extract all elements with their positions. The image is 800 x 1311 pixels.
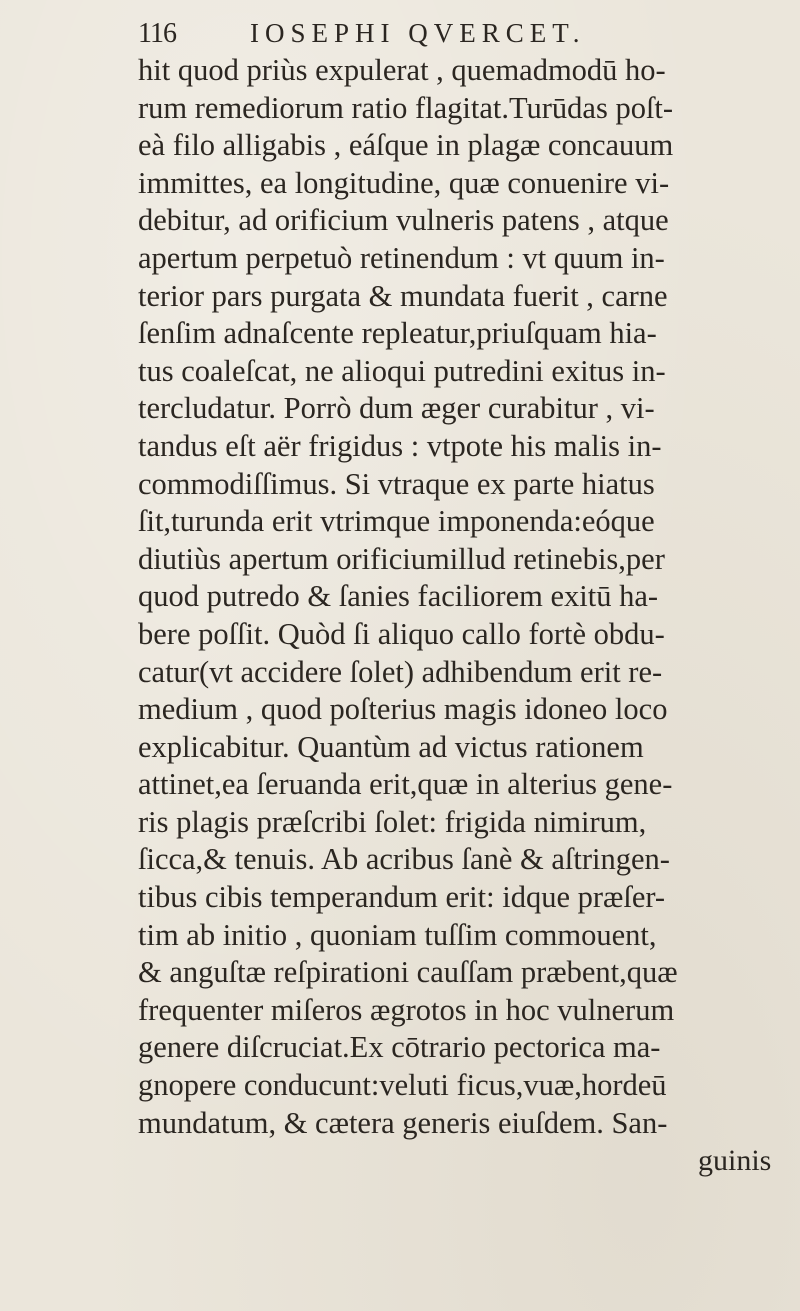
text-line: gnopere conducunt:veluti ficus,vuæ,hordeū: [138, 1068, 667, 1103]
text-line: mundatum, & cætera generis eiuſdem. San-: [138, 1105, 668, 1140]
text-line: frequenter miſeros ægrotos in hoc vulnerum: [138, 992, 675, 1027]
text-line: genere diſcruciat.Ex cōtrario pectorica ma-: [138, 1030, 661, 1065]
text-line: ris plagis præſcribi ſolet: frigida nimirum,: [138, 804, 647, 839]
text-line: tus coaleſcat, ne alioqui putredini exitus in-: [138, 353, 666, 388]
text-line: tercludatur. Porrò dum æger curabitur , vi-: [138, 391, 655, 426]
text-line: debitur, ad orificium vulneris patens , atque: [138, 203, 669, 238]
body-text: [138, 52, 798, 1142]
text-line: ſicca,& tenuis. Ab acribus ſanè & aſtringen-: [138, 842, 670, 877]
running-head: [138, 12, 798, 48]
catchword: guinis: [698, 1144, 772, 1178]
text-line: attinet,ea ſeruanda erit,quæ in alterius gene-: [138, 767, 673, 802]
text-line: & anguſtæ reſpirationi cauſſam præbent,quæ: [138, 955, 678, 990]
text-line: bere poſſit. Quòd ſi aliquo callo fortè obdu-: [138, 616, 665, 651]
text-line: diutiùs apertum orificiumillud retinebis,per: [138, 541, 665, 576]
text-line: immittes, ea longitudine, quæ conuenire vi-: [138, 165, 670, 200]
text-line: ſit,turunda erit vtrimque imponenda:eóque: [138, 504, 655, 539]
text-line: tibus cibis temperandum erit: idque præſer-: [138, 880, 666, 915]
page-number: 116: [138, 18, 176, 49]
text-line: apertum perpetuò retinendum : vt quum in-: [138, 240, 665, 275]
text-line: tandus eſt aër frigidus : vtpote his malis in-: [138, 428, 662, 463]
text-line: ſenſim adnaſcente repleatur,priuſquam hia-: [138, 316, 657, 351]
text-line: medium , quod poſterius magis idoneo loco: [138, 692, 668, 727]
text-line: tim ab initio , quoniam tuſſim commouent,: [138, 917, 657, 952]
text-line: hit quod priùs expulerat , quemadmodū ho-: [138, 53, 666, 87]
text-line: catur(vt accidere ſolet) adhibendum erit re-: [138, 654, 663, 689]
text-line: rum remediorum ratio flagitat.Turūdas poſt-: [138, 90, 674, 125]
text-line: eà filo alligabis , eáſque in plagæ concauum: [138, 128, 674, 163]
text-line: commodiſſimus. Si vtraque ex parte hiatus: [138, 466, 655, 501]
running-title: IOSEPHI QVERCET.: [250, 18, 586, 48]
text-line: quod putredo & ſanies faciliorem exitū ha-: [138, 579, 659, 614]
text-line: terior pars purgata & mundata fuerit , carne: [138, 278, 668, 313]
text-line: explicabitur. Quantùm ad victus rationem: [138, 729, 644, 764]
